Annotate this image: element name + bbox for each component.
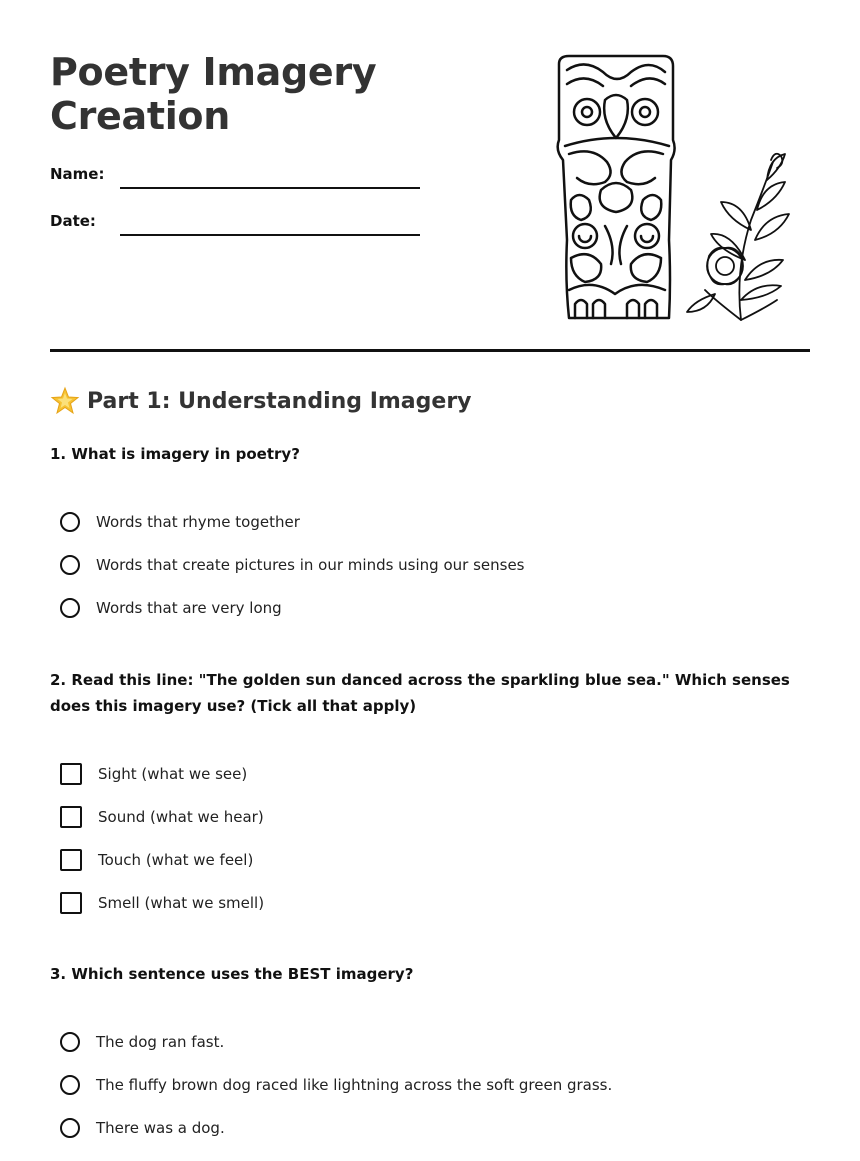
q3-option-2[interactable] bbox=[60, 1075, 612, 1095]
radio-button[interactable] bbox=[60, 1032, 80, 1052]
question-3: 3. Which sentence uses the BEST imagery? bbox=[50, 965, 414, 983]
option-label: Smell (what we smell) bbox=[98, 894, 265, 912]
q2-option-2[interactable] bbox=[60, 806, 264, 828]
radio-button[interactable] bbox=[60, 512, 80, 532]
q3-option-1[interactable] bbox=[60, 1032, 224, 1052]
radio-button[interactable] bbox=[60, 598, 80, 618]
name-field[interactable] bbox=[120, 187, 420, 189]
q2-option-4[interactable] bbox=[60, 892, 264, 914]
q1-option-1[interactable] bbox=[60, 512, 300, 532]
carved-totem-icon bbox=[558, 56, 675, 318]
header-divider bbox=[50, 349, 810, 352]
option-label: Words that create pictures in our minds using our senses bbox=[96, 556, 525, 574]
q1-option-2[interactable] bbox=[60, 555, 525, 575]
q3-option-3[interactable] bbox=[60, 1118, 225, 1138]
option-label: The fluffy brown dog raced like lightning across the soft green grass. bbox=[96, 1076, 613, 1094]
q2-option-3[interactable] bbox=[60, 849, 253, 871]
checkbox[interactable] bbox=[60, 763, 82, 785]
name-label: Name: bbox=[50, 165, 105, 183]
option-label: There was a dog. bbox=[96, 1119, 225, 1137]
option-label: Sight (what we see) bbox=[98, 765, 248, 783]
section-heading bbox=[50, 386, 472, 416]
section-title: Part 1: Understanding Imagery bbox=[87, 388, 472, 414]
question-1: 1. What is imagery in poetry? bbox=[50, 445, 300, 463]
option-label: Words that rhyme together bbox=[96, 513, 300, 531]
question-2: 2. Read this line: "The golden sun danced across the sparkling blue sea." Which senses does this imagery use? (Tick all that apply) bbox=[50, 671, 790, 715]
q2-option-1[interactable] bbox=[60, 763, 247, 785]
date-field[interactable] bbox=[120, 234, 420, 236]
checkbox[interactable] bbox=[60, 806, 82, 828]
q1-option-3[interactable] bbox=[60, 598, 282, 618]
date-label: Date: bbox=[50, 212, 96, 230]
radio-button[interactable] bbox=[60, 1075, 80, 1095]
radio-button[interactable] bbox=[60, 1118, 80, 1138]
carving-illustration bbox=[545, 50, 805, 330]
checkbox[interactable] bbox=[60, 892, 82, 914]
flowering-plant-icon bbox=[687, 154, 789, 320]
option-label: Touch (what we feel) bbox=[98, 851, 254, 869]
option-label: Sound (what we hear) bbox=[98, 808, 264, 826]
star-icon bbox=[50, 386, 80, 416]
checkbox[interactable] bbox=[60, 849, 82, 871]
radio-button[interactable] bbox=[60, 555, 80, 575]
worksheet-title: Poetry Imagery Creation bbox=[50, 50, 377, 138]
option-label: The dog ran fast. bbox=[96, 1033, 225, 1051]
option-label: Words that are very long bbox=[96, 599, 282, 617]
